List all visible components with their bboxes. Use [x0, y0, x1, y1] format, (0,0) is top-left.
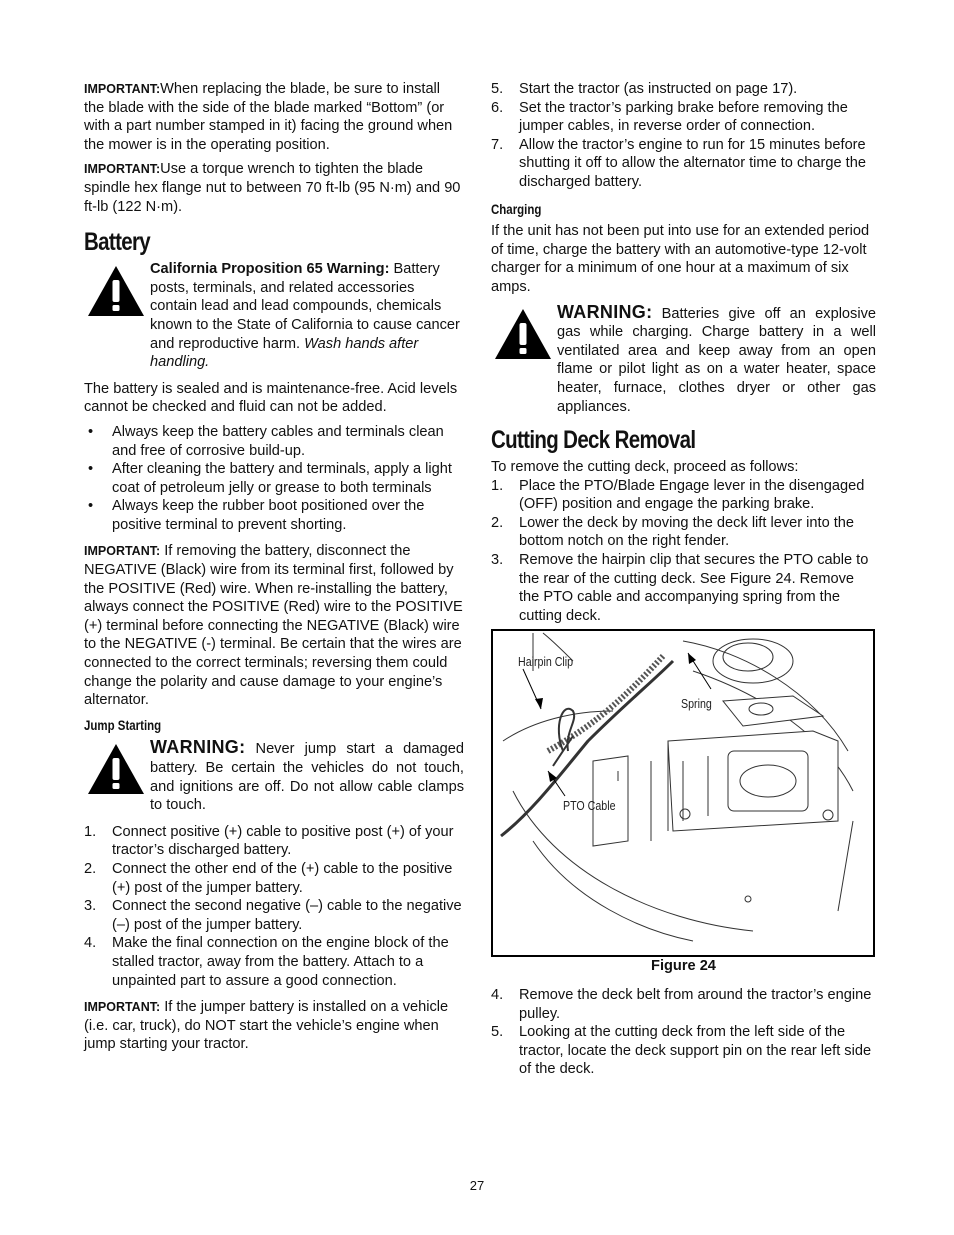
step-number: 3. — [84, 898, 97, 915]
important-label: IMPORTANT: — [84, 162, 161, 177]
step-text: Connect positive (+) cable to positive post (+) of your tractor’s discharged battery. — [112, 823, 454, 859]
warning-triangle-icon — [493, 307, 553, 361]
jump-steps-continued — [491, 80, 876, 192]
left-column — [84, 80, 464, 1060]
step-text: Connect the second negative (–) cable to the negative (–) post of the jumper battery. — [112, 898, 462, 933]
figure-caption: Figure 24 — [651, 958, 716, 975]
list-item — [491, 551, 876, 625]
pto-cable-label: PTO Cable — [563, 798, 616, 814]
step-number: 1. — [491, 477, 504, 494]
important-text: Use a torque wrench to tighten the blade spindle hex flange nut to between 70 ft-lb (95 N·m) and 90 ft-lb (122 N·m). — [84, 161, 461, 215]
prop65-label: California Proposition 65 Warning: — [150, 261, 390, 278]
list-item: • Always keep the battery cables and terminals clean and free of corrosive build-up. — [84, 423, 464, 460]
battery-heading: Battery — [84, 228, 151, 257]
step-text: Place the PTO/Blade Engage lever in the disengaged (OFF) position and engage the parking brake. — [519, 477, 865, 513]
jump-steps — [84, 823, 464, 990]
step-text: Set the tractor’s parking brake before removing the jumper cables, in reverse order of connection. — [519, 99, 848, 135]
step-text: Allow the tractor’s engine to run for 15 minutes before shutting it off to allow the alternator time to charge the discharged battery. — [519, 136, 866, 190]
right-column — [491, 80, 876, 1087]
list-item — [491, 514, 876, 551]
prop65-text: Battery posts, terminals, and related accessories contain lead and lead compounds, chemicals known to the State of California to cause cancer and reproductive harm. — [150, 261, 460, 352]
battery-bullets — [84, 423, 464, 535]
hairpin-clip-label: Hairpin Clip — [518, 654, 574, 670]
page-number: 27 — [469, 1178, 485, 1193]
cutting-deck-heading: Cutting Deck Removal — [491, 426, 696, 455]
list-item: • Always keep the rubber boot positioned over the positive terminal to prevent shorting. — [84, 497, 464, 534]
step-number: 2. — [491, 514, 504, 531]
step-number: 7. — [491, 136, 504, 153]
step-text: Remove the hairpin clip that secures the PTO cable to the rear of the cutting deck. See Figure 24. Remove the PTO cable and accompanying spring from the cutting deck. — [519, 552, 869, 624]
list-item — [491, 136, 876, 192]
warning-triangle-icon — [86, 264, 146, 318]
jump-warning — [84, 738, 464, 814]
charging-warning — [491, 303, 876, 417]
prop65-warning — [84, 260, 464, 372]
step-text: Remove the deck belt from around the tractor’s engine pulley. — [519, 987, 872, 1022]
list-item — [84, 934, 464, 990]
step-text: Start the tractor (as instructed on page 17). — [519, 81, 798, 97]
figure-24 — [491, 629, 875, 957]
step-number: 3. — [491, 552, 504, 569]
list-item — [491, 986, 876, 1023]
important-text: If removing the battery, disconnect the NEGATIVE (Black) wire from its terminal first, followed by the POSITIVE (Red) wire. When re-installing the battery, always connect the POSITIVE (Red) wire to the POSITIVE (+) terminal before connecting the NEGATIVE (Black) wire to the NEGATIVE (-) terminal. Be certain that the wires are connected to the correct terminals; reversing them could change the polarity and cause damage to your engine’s alternator. — [84, 543, 463, 709]
important-text: When replacing the blade, be sure to install the blade with the side of the blade marked “Bottom” (or with a part number stamped in it) facing the ground when the mower is in the operating position. — [84, 81, 453, 153]
step-number: 4. — [491, 987, 504, 1004]
important-label: IMPORTANT: — [84, 544, 161, 559]
step-number: 1. — [84, 823, 97, 840]
step-text: Connect the other end of the (+) cable to the positive (+) post of the jumper battery. — [112, 860, 453, 896]
jump-starting-heading: Jump Starting — [84, 716, 162, 733]
list-item — [84, 860, 464, 897]
step-number: 5. — [491, 81, 504, 97]
step-number: 2. — [84, 860, 97, 877]
battery-intro: The battery is sealed and is maintenance-free. Acid levels cannot be checked and fluid can not be added. — [84, 380, 458, 416]
deck-illustration — [493, 631, 873, 955]
warning-label: WARNING: — [557, 301, 653, 322]
list-item: • After cleaning the battery and terminals, apply a light coat of petroleum jelly or grease to both terminals — [84, 460, 464, 497]
list-item — [491, 80, 876, 99]
charging-heading: Charging — [491, 200, 542, 217]
warning-text: Batteries give off an explosive gas while charging. Charge battery in a well ventilated area and keep away from an open flame or pilot light as on a water heater, space heater, furnace, clothes dryer or other gas appliances. — [557, 305, 876, 415]
important-text: If the jumper battery is installed on a vehicle (i.e. car, truck), do NOT start the vehicle’s engine when jump starting your tractor. — [84, 999, 449, 1053]
deck-steps — [491, 477, 876, 626]
important-note-jump — [84, 998, 464, 1054]
list-item — [491, 99, 876, 136]
step-text: Make the final connection on the engine block of the stalled tractor, away from the battery. Attach to a unpainted part to assure a good connection. — [112, 935, 449, 989]
step-number: 5. — [491, 1024, 504, 1041]
deck-steps-continued — [491, 986, 876, 1079]
step-number: 4. — [84, 935, 97, 952]
warning-label: WARNING: — [150, 737, 246, 758]
important-note-blade — [84, 80, 464, 154]
list-item — [84, 897, 464, 934]
deck-intro: To remove the cutting deck, proceed as follows: — [491, 459, 799, 476]
important-label: IMPORTANT: — [84, 82, 161, 96]
list-item — [491, 477, 876, 514]
important-label: IMPORTANT: — [84, 1000, 161, 1015]
spring-label: Spring — [681, 696, 712, 712]
step-number: 6. — [491, 99, 504, 116]
prop65-italic: Wash hands after handling. — [150, 335, 419, 371]
list-item — [84, 823, 464, 860]
step-text: Lower the deck by moving the deck lift lever into the bottom notch on the right fender. — [519, 514, 855, 550]
warning-text: Never jump start a damaged battery. Be certain the vehicles do not touch, and ignitions are off. Do not allow cable clamps to touch. — [150, 741, 464, 814]
step-text: Looking at the cutting deck from the left side of the tractor, locate the deck support pin on the rear left side of the deck. — [519, 1024, 872, 1078]
warning-triangle-icon — [86, 742, 146, 796]
list-item — [491, 1023, 876, 1079]
important-note-battery — [84, 542, 464, 709]
important-note-torque — [84, 160, 464, 216]
charging-text: If the unit has not been put into use for an extended period of time, charge the battery with an automotive-type 12-volt charger for a minimum of one hour at a maximum of six amps. — [491, 223, 870, 295]
